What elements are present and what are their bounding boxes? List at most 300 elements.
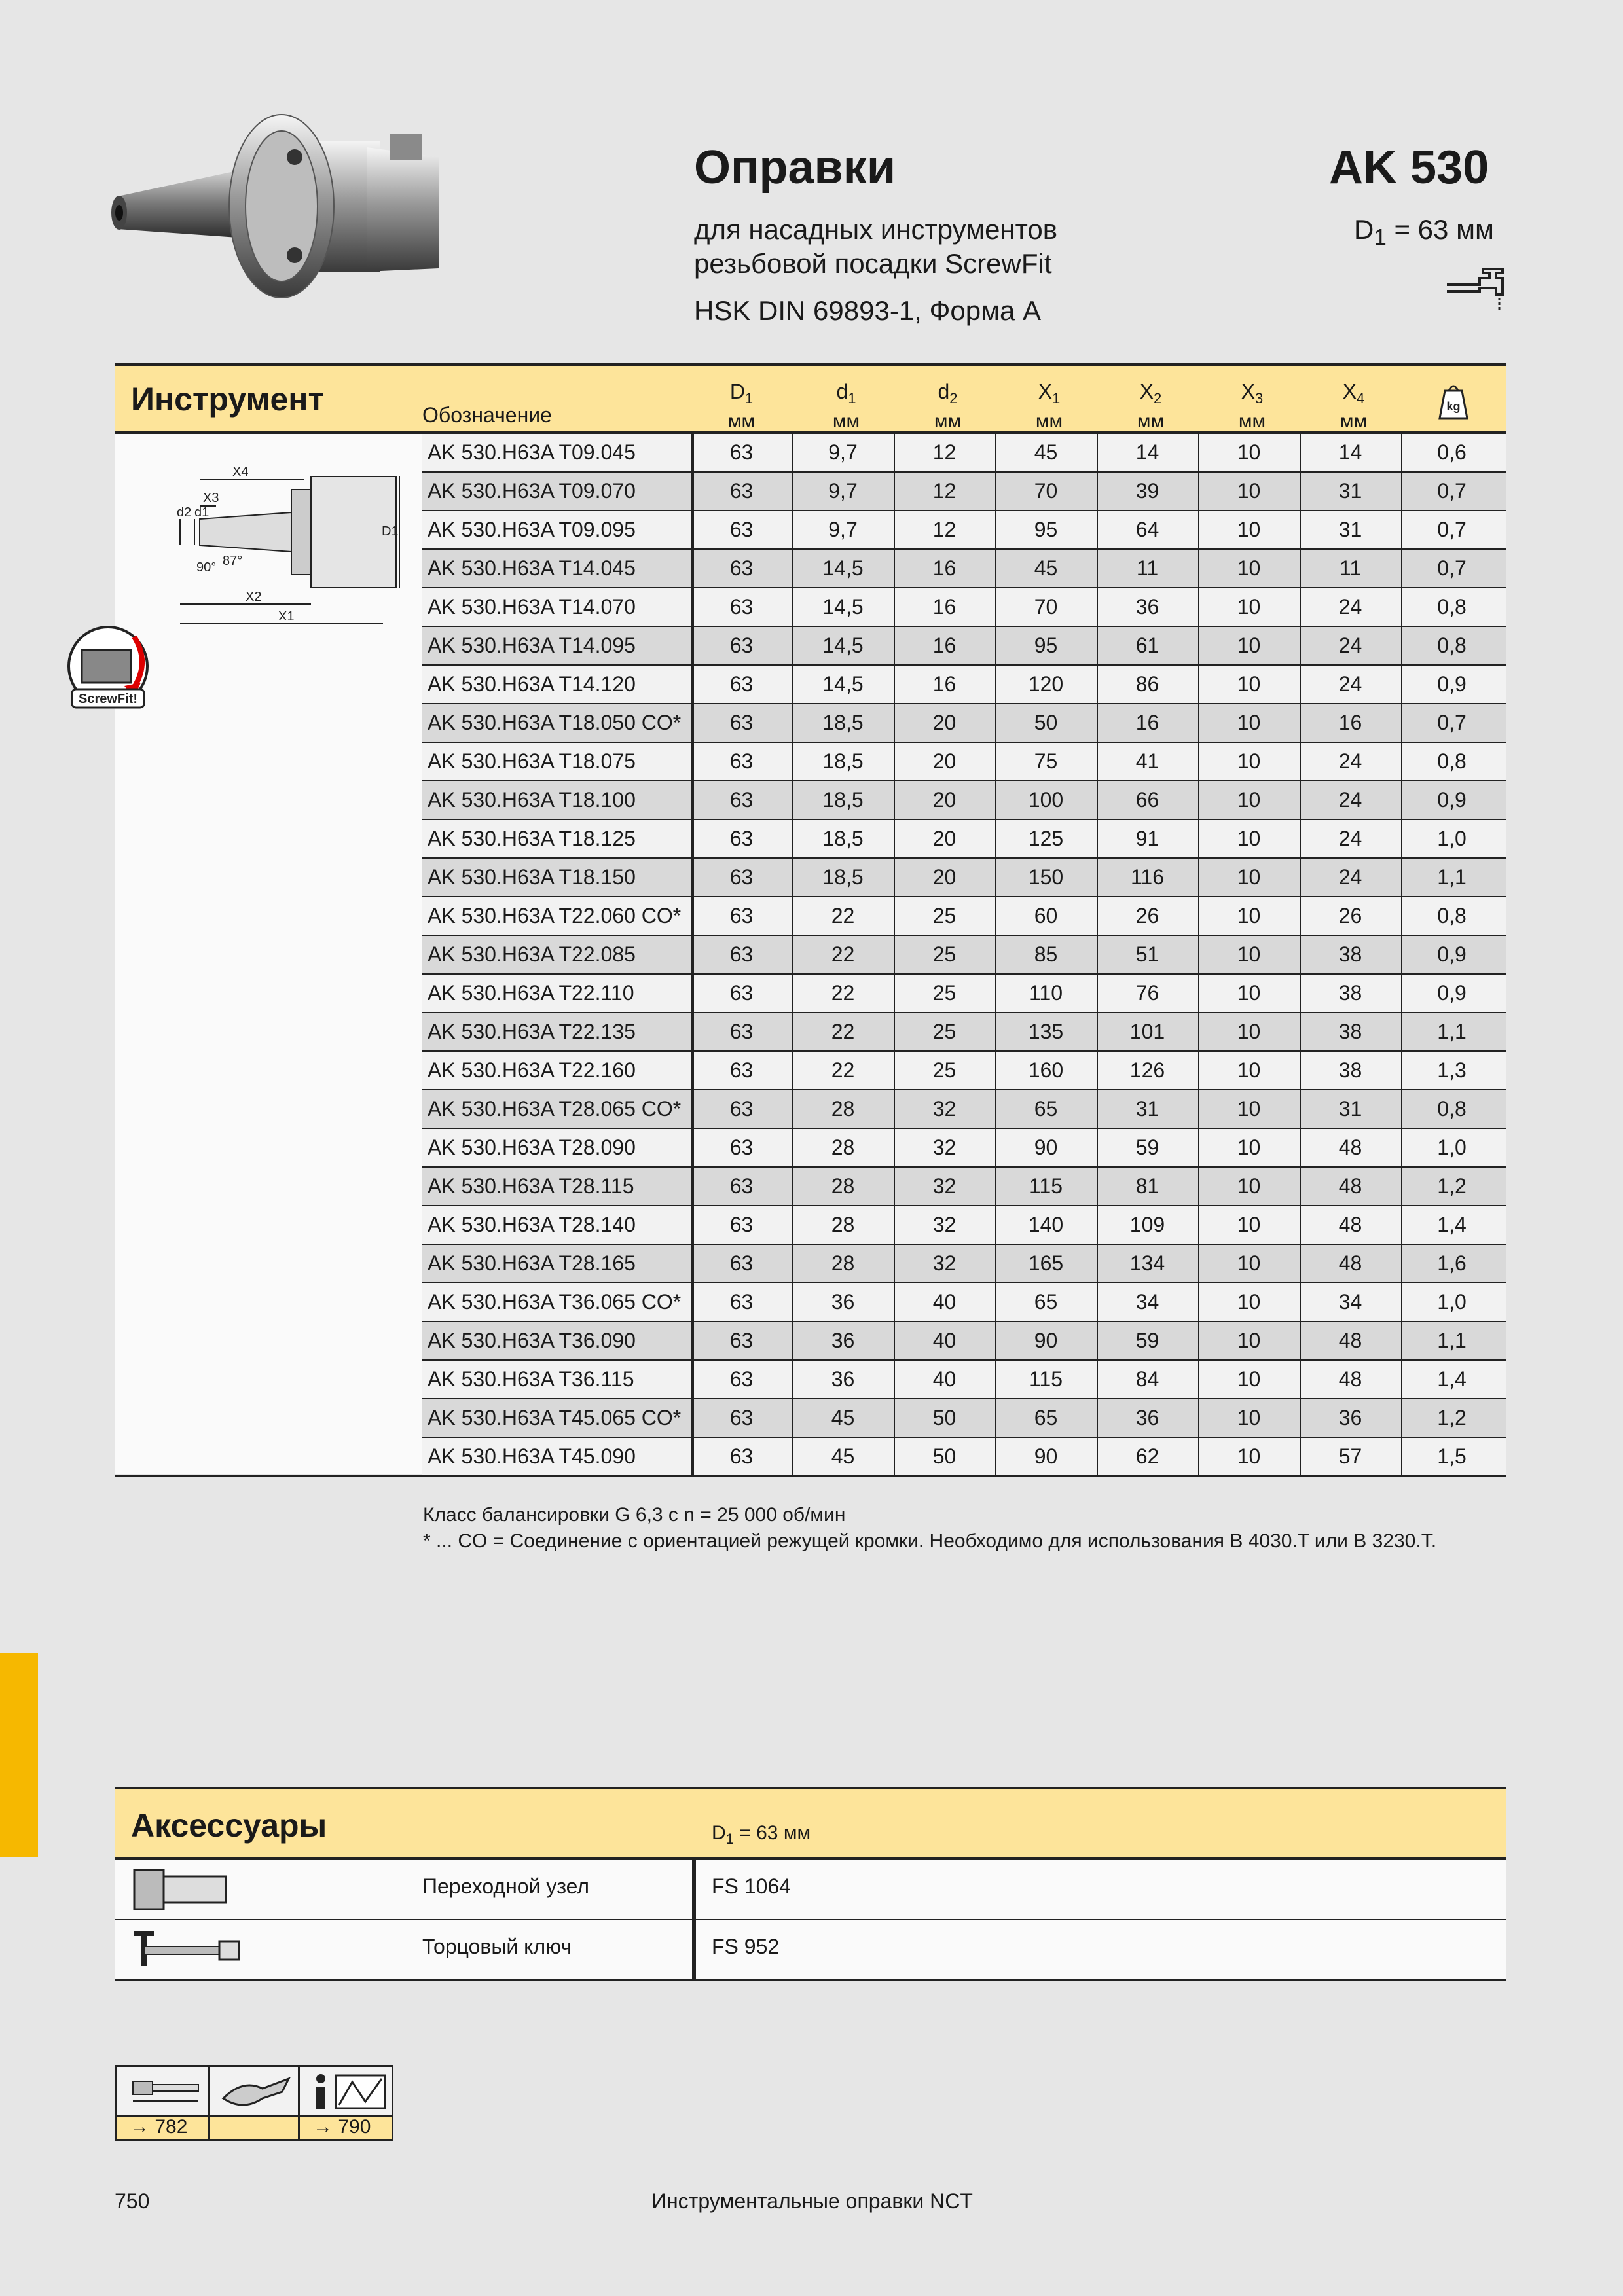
value-cell: 45 xyxy=(831,1406,855,1429)
column-symbol: X xyxy=(1038,380,1053,403)
designation-cell: AK 530.H63A T28.165 xyxy=(428,1251,636,1275)
value-cell: 63 xyxy=(729,788,754,812)
column-header xyxy=(897,378,998,435)
designation-cell: AK 530.H63A T18.075 xyxy=(428,749,636,773)
value-cell: 63 xyxy=(729,1097,754,1121)
value-cell: 24 xyxy=(1338,749,1362,773)
value-cell: 38 xyxy=(1338,942,1362,966)
value-cell: 1,0 xyxy=(1437,1136,1467,1159)
value-cell: 1,5 xyxy=(1437,1444,1467,1468)
screwfit-label: ScrewFit! xyxy=(78,692,138,706)
value-cell: 1,0 xyxy=(1437,827,1467,850)
value-cell: 134 xyxy=(1129,1251,1165,1275)
value-cell: 116 xyxy=(1130,865,1164,889)
value-cell: 38 xyxy=(1338,981,1362,1005)
designation-cell: AK 530.H63A T28.090 xyxy=(428,1136,636,1159)
value-cell: 14 xyxy=(1135,440,1159,464)
value-cell: 25 xyxy=(932,942,957,966)
value-cell: 28 xyxy=(831,1174,855,1198)
value-cell: 48 xyxy=(1338,1136,1362,1159)
cross-reference-boxes xyxy=(115,2065,393,2141)
xref-box-info[interactable] xyxy=(298,2065,393,2141)
value-cell: 63 xyxy=(729,595,754,619)
value-cell: 0,7 xyxy=(1437,479,1467,503)
value-cell: 0,7 xyxy=(1437,518,1467,541)
acc-d1-value: = 63 мм xyxy=(733,1822,811,1844)
value-cell: 1,2 xyxy=(1437,1406,1467,1429)
value-cell: 16 xyxy=(1135,711,1159,734)
label-x2: X2 xyxy=(246,590,262,604)
column-sub: 1 xyxy=(848,390,856,406)
table-header xyxy=(115,363,1506,434)
column-sub: 1 xyxy=(744,390,754,406)
value-cell: 28 xyxy=(831,1251,855,1275)
value-cell: 11 xyxy=(1339,556,1362,580)
value-cell: 63 xyxy=(729,1367,754,1391)
value-cell: 10 xyxy=(1237,865,1261,889)
designation-cell: AK 530.H63A T28.115 xyxy=(428,1174,634,1198)
page-title: Оправки xyxy=(694,141,896,194)
table-row xyxy=(422,1283,1506,1322)
value-cell: 1,4 xyxy=(1437,1367,1467,1391)
value-cell: 10 xyxy=(1237,1213,1261,1236)
accessory-label: Торцовый ключ xyxy=(422,1935,572,1958)
xref-box-tools[interactable] xyxy=(208,2065,300,2141)
screwfit-logo xyxy=(56,624,154,715)
value-cell: 125 xyxy=(1028,827,1064,850)
value-cell: 59 xyxy=(1135,1329,1159,1352)
designation-cell: AK 530.H63A T14.095 xyxy=(428,634,636,657)
value-cell: 24 xyxy=(1338,788,1362,812)
value-cell: 63 xyxy=(729,1444,754,1468)
table-row xyxy=(422,1206,1506,1245)
value-cell: 24 xyxy=(1338,865,1362,889)
table-row xyxy=(422,473,1506,511)
table-row xyxy=(422,434,1506,473)
value-cell: 0,6 xyxy=(1437,440,1467,464)
value-cell: 31 xyxy=(1338,1097,1362,1121)
label-x1: X1 xyxy=(278,609,295,624)
value-cell: 10 xyxy=(1237,518,1261,541)
value-cell: 10 xyxy=(1237,595,1261,619)
value-cell: 38 xyxy=(1338,1020,1362,1043)
value-cell: 10 xyxy=(1237,1367,1261,1391)
value-cell: 63 xyxy=(729,1174,754,1198)
table-row xyxy=(422,666,1506,704)
value-cell: 18,5 xyxy=(822,711,864,734)
acc-d1-symbol: D xyxy=(712,1822,726,1844)
subtitle-line-2: резьбовой посадки ScrewFit xyxy=(694,248,1052,279)
table-row xyxy=(422,781,1506,820)
xref-page-782[interactable]: → 782 xyxy=(117,2115,208,2139)
value-cell: 36 xyxy=(831,1367,855,1391)
designation-cell: AK 530.H63A T18.050 CO* xyxy=(428,711,682,734)
value-cell: 0,9 xyxy=(1437,788,1467,812)
value-cell: 65 xyxy=(1034,1290,1058,1314)
column-sub: 2 xyxy=(949,390,958,406)
value-cell: 65 xyxy=(1034,1406,1058,1429)
value-cell: 10 xyxy=(1237,1406,1261,1429)
table-row xyxy=(422,1399,1506,1438)
column-divider xyxy=(1097,434,1098,1477)
column-unit: мм xyxy=(1340,410,1368,432)
value-cell: 51 xyxy=(1135,942,1159,966)
value-cell: 110 xyxy=(1029,981,1063,1005)
value-cell: 36 xyxy=(1338,1406,1362,1429)
value-cell: 10 xyxy=(1237,479,1261,503)
column-divider xyxy=(995,434,996,1477)
xref-box-screw[interactable] xyxy=(115,2065,210,2141)
adapter-icon xyxy=(128,1867,232,1912)
value-cell: 0,9 xyxy=(1437,672,1467,696)
value-cell: 48 xyxy=(1338,1174,1362,1198)
value-cell: 26 xyxy=(1338,904,1362,927)
value-cell: 25 xyxy=(932,1020,957,1043)
value-cell: 10 xyxy=(1237,711,1261,734)
value-cell: 10 xyxy=(1237,1097,1261,1121)
value-cell: 91 xyxy=(1135,827,1159,850)
value-cell: 1,0 xyxy=(1437,1290,1467,1314)
coolant-icon xyxy=(1444,259,1509,312)
value-cell: 70 xyxy=(1034,595,1058,619)
designation-cell: AK 530.H63A T22.085 xyxy=(428,942,636,966)
value-cell: 10 xyxy=(1237,981,1261,1005)
table-row xyxy=(422,511,1506,550)
designation-cell: AK 530.H63A T09.095 xyxy=(428,518,636,541)
column-divider xyxy=(1300,434,1301,1477)
value-cell: 20 xyxy=(932,749,957,773)
d1-symbol: D xyxy=(1354,214,1374,245)
product-code: AK 530 xyxy=(1329,141,1489,194)
value-cell: 75 xyxy=(1034,749,1058,773)
designation-cell: AK 530.H63A T28.065 CO* xyxy=(428,1097,682,1121)
weight-icon xyxy=(1431,379,1476,425)
value-cell: 45 xyxy=(831,1444,855,1468)
accessory-row xyxy=(115,1860,1506,1920)
value-cell: 24 xyxy=(1338,634,1362,657)
table-row xyxy=(422,936,1506,975)
value-cell: 26 xyxy=(1135,904,1159,927)
designation-cell: AK 530.H63A T09.045 xyxy=(428,440,636,464)
value-cell: 10 xyxy=(1237,672,1261,696)
value-cell: 63 xyxy=(729,942,754,966)
value-cell: 10 xyxy=(1237,788,1261,812)
subtitle-line-1: для насадных инструментов xyxy=(694,214,1058,245)
value-cell: 28 xyxy=(831,1136,855,1159)
value-cell: 126 xyxy=(1129,1058,1165,1082)
value-cell: 25 xyxy=(932,904,957,927)
value-cell: 16 xyxy=(932,595,957,619)
value-cell: 63 xyxy=(729,518,754,541)
designation-cell: AK 530.H63A T18.100 xyxy=(428,788,636,812)
value-cell: 22 xyxy=(831,981,855,1005)
value-cell: 62 xyxy=(1135,1444,1159,1468)
label-x3: X3 xyxy=(203,491,219,505)
value-cell: 140 xyxy=(1028,1213,1064,1236)
xref-page-790[interactable]: → 790 xyxy=(300,2115,392,2139)
value-cell: 10 xyxy=(1237,440,1261,464)
tool-dimension-drawing xyxy=(147,454,409,630)
value-cell: 84 xyxy=(1135,1367,1159,1391)
accessories-d1-spec xyxy=(712,1822,811,1848)
d1-sub: 1 xyxy=(1374,224,1387,251)
value-cell: 63 xyxy=(729,827,754,850)
column-header xyxy=(998,378,1100,435)
designation-cell: AK 530.H63A T28.140 xyxy=(428,1213,636,1236)
value-cell: 0,7 xyxy=(1437,556,1467,580)
hand-tool-icon xyxy=(217,2072,295,2111)
table-row xyxy=(422,627,1506,666)
value-cell: 48 xyxy=(1338,1329,1362,1352)
table-row xyxy=(422,743,1506,781)
value-cell: 10 xyxy=(1237,1174,1261,1198)
value-cell: 63 xyxy=(729,711,754,734)
label-angle-90: 90° xyxy=(196,560,217,575)
value-cell: 10 xyxy=(1237,942,1261,966)
weight-icon-label: kg xyxy=(1446,400,1461,413)
column-symbol: X xyxy=(1139,380,1154,403)
column-unit: мм xyxy=(727,410,756,432)
value-cell: 63 xyxy=(729,672,754,696)
value-cell: 115 xyxy=(1029,1367,1063,1391)
value-cell: 18,5 xyxy=(822,827,864,850)
value-cell: 63 xyxy=(729,440,754,464)
designation-header: Обозначение xyxy=(422,403,552,427)
table-row xyxy=(422,1438,1506,1477)
accessory-value: FS 1064 xyxy=(712,1874,791,1898)
value-cell: 11 xyxy=(1136,556,1159,580)
section-tab xyxy=(0,1653,38,1857)
value-cell: 109 xyxy=(1129,1213,1165,1236)
column-symbol: d xyxy=(836,380,848,403)
page-number: 750 xyxy=(115,2189,150,2213)
value-cell: 40 xyxy=(932,1329,957,1352)
value-cell: 10 xyxy=(1237,634,1261,657)
table-row xyxy=(422,704,1506,743)
designation-cell: AK 530.H63A T22.060 CO* xyxy=(428,904,682,927)
value-cell: 38 xyxy=(1338,1058,1362,1082)
designation-cell: AK 530.H63A T14.070 xyxy=(428,595,636,619)
value-cell: 64 xyxy=(1135,518,1159,541)
value-cell: 60 xyxy=(1034,904,1058,927)
value-cell: 10 xyxy=(1237,827,1261,850)
column-sub: 2 xyxy=(1154,390,1162,406)
label-angle-87: 87° xyxy=(223,554,243,568)
value-cell: 100 xyxy=(1028,788,1064,812)
column-symbol: D xyxy=(729,380,745,403)
column-header xyxy=(1100,378,1201,435)
value-cell: 18,5 xyxy=(822,788,864,812)
value-cell: 34 xyxy=(1338,1290,1362,1314)
accessories-table xyxy=(115,1787,1506,1983)
value-cell: 32 xyxy=(932,1251,957,1275)
value-cell: 20 xyxy=(932,788,957,812)
value-cell: 1,1 xyxy=(1437,1020,1467,1043)
table-row xyxy=(422,1090,1506,1129)
value-cell: 63 xyxy=(729,1290,754,1314)
value-cell: 63 xyxy=(729,1020,754,1043)
value-cell: 36 xyxy=(831,1329,855,1352)
table-row xyxy=(422,1129,1506,1168)
designation-cell: AK 530.H63A T36.115 xyxy=(428,1367,634,1391)
xref-blank xyxy=(210,2115,298,2139)
value-cell: 10 xyxy=(1237,1058,1261,1082)
designation-cell: AK 530.H63A T36.090 xyxy=(428,1329,636,1352)
designation-cell: AK 530.H63A T36.065 CO* xyxy=(428,1290,682,1314)
value-cell: 36 xyxy=(831,1290,855,1314)
value-cell: 1,4 xyxy=(1437,1213,1467,1236)
value-cell: 165 xyxy=(1028,1251,1064,1275)
value-cell: 10 xyxy=(1237,556,1261,580)
d1-spec xyxy=(1354,214,1494,251)
subtitle-line-3: HSK DIN 69893-1, Форма A xyxy=(694,295,1042,326)
value-cell: 1,6 xyxy=(1437,1251,1467,1275)
accessories-header xyxy=(115,1787,1506,1860)
designation-cell: AK 530.H63A T18.125 xyxy=(428,827,636,850)
designation-cell: AK 530.H63A T22.160 xyxy=(428,1058,636,1082)
value-cell: 16 xyxy=(1338,711,1362,734)
value-cell: 14,5 xyxy=(822,595,864,619)
value-cell: 18,5 xyxy=(822,865,864,889)
column-header xyxy=(1303,378,1404,435)
value-cell: 50 xyxy=(1034,711,1058,734)
table-row xyxy=(422,1361,1506,1399)
value-cell: 10 xyxy=(1237,1444,1261,1468)
value-cell: 101 xyxy=(1129,1020,1165,1043)
value-cell: 90 xyxy=(1034,1329,1058,1352)
diagram-area xyxy=(78,434,422,1474)
designation-cell: AK 530.H63A T22.110 xyxy=(428,981,634,1005)
designation-cell: AK 530.H63A T45.065 CO* xyxy=(428,1406,682,1429)
column-divider xyxy=(894,434,895,1477)
value-cell: 160 xyxy=(1028,1058,1064,1082)
column-sub: 4 xyxy=(1357,390,1365,406)
label-d2: d2 xyxy=(177,505,192,520)
table-row xyxy=(422,1168,1506,1206)
value-cell: 63 xyxy=(729,1406,754,1429)
value-cell: 16 xyxy=(932,634,957,657)
value-cell: 9,7 xyxy=(828,440,858,464)
value-cell: 36 xyxy=(1135,595,1159,619)
footer-title: Инструментальные оправки NCT xyxy=(651,2189,973,2213)
value-cell: 115 xyxy=(1029,1174,1063,1198)
value-cell: 63 xyxy=(729,749,754,773)
table-row xyxy=(422,1013,1506,1052)
value-cell: 14 xyxy=(1338,440,1362,464)
column-divider xyxy=(691,434,694,1477)
designation-cell: AK 530.H63A T18.150 xyxy=(428,865,636,889)
value-cell: 50 xyxy=(932,1406,957,1429)
column-unit: мм xyxy=(1137,410,1165,432)
value-cell: 48 xyxy=(1338,1213,1362,1236)
value-cell: 0,8 xyxy=(1437,595,1467,619)
value-cell: 0,9 xyxy=(1437,942,1467,966)
value-cell: 1,1 xyxy=(1437,865,1467,889)
value-cell: 81 xyxy=(1135,1174,1159,1198)
value-cell: 63 xyxy=(729,1329,754,1352)
value-cell: 20 xyxy=(932,865,957,889)
designation-cell: AK 530.H63A T45.090 xyxy=(428,1444,636,1468)
column-sub: 3 xyxy=(1255,390,1264,406)
value-cell: 24 xyxy=(1338,827,1362,850)
value-cell: 39 xyxy=(1135,479,1159,503)
value-cell: 34 xyxy=(1135,1290,1159,1314)
value-cell: 95 xyxy=(1034,634,1058,657)
value-cell: 59 xyxy=(1135,1136,1159,1159)
column-symbol: d xyxy=(938,380,950,403)
value-cell: 31 xyxy=(1135,1097,1159,1121)
accessory-value: FS 952 xyxy=(712,1935,780,1958)
value-cell: 63 xyxy=(729,634,754,657)
table-bottom-rule xyxy=(115,1475,1506,1477)
value-cell: 10 xyxy=(1237,749,1261,773)
value-cell: 41 xyxy=(1135,749,1159,773)
label-x4: X4 xyxy=(232,465,249,479)
value-cell: 14,5 xyxy=(822,556,864,580)
table-row xyxy=(422,975,1506,1013)
acc-d1-sub: 1 xyxy=(725,1831,734,1847)
info-icon xyxy=(306,2072,388,2111)
value-cell: 31 xyxy=(1338,479,1362,503)
table-row xyxy=(422,820,1506,859)
value-cell: 24 xyxy=(1338,595,1362,619)
screw-icon xyxy=(130,2073,202,2106)
value-cell: 135 xyxy=(1028,1020,1064,1043)
value-cell: 63 xyxy=(729,479,754,503)
column-header xyxy=(795,378,897,435)
d1-value: = 63 мм xyxy=(1386,214,1494,245)
accessory-label: Переходной узел xyxy=(422,1874,590,1898)
value-cell: 65 xyxy=(1034,1097,1058,1121)
value-cell: 16 xyxy=(932,556,957,580)
designation-cell: AK 530.H63A T14.120 xyxy=(428,672,636,696)
accessory-divider xyxy=(692,1860,696,1981)
value-cell: 32 xyxy=(932,1213,957,1236)
column-divider xyxy=(1198,434,1199,1477)
value-cell: 28 xyxy=(831,1213,855,1236)
value-cell: 10 xyxy=(1237,1251,1261,1275)
value-cell: 63 xyxy=(729,1136,754,1159)
value-cell: 0,8 xyxy=(1437,749,1467,773)
value-cell: 9,7 xyxy=(828,518,858,541)
value-cell: 36 xyxy=(1135,1406,1159,1429)
column-symbol: X xyxy=(1342,380,1357,403)
accessory-row xyxy=(115,1920,1506,1981)
value-cell: 12 xyxy=(932,479,957,503)
value-cell: 66 xyxy=(1135,788,1159,812)
column-unit: мм xyxy=(832,410,860,432)
value-cell: 120 xyxy=(1028,672,1064,696)
value-cell: 0,8 xyxy=(1437,634,1467,657)
value-cell: 63 xyxy=(729,865,754,889)
value-cell: 85 xyxy=(1034,942,1058,966)
value-cell: 22 xyxy=(831,1020,855,1043)
note-co: * ... CO = Соединение с ориентацией режущей кромки. Необходимо для использования B 4030.T или B 3230.T. xyxy=(423,1530,1437,1552)
column-symbol: X xyxy=(1241,380,1256,403)
value-cell: 16 xyxy=(932,672,957,696)
value-cell: 150 xyxy=(1028,865,1064,889)
value-cell: 22 xyxy=(831,942,855,966)
value-cell: 32 xyxy=(932,1136,957,1159)
value-cell: 14,5 xyxy=(822,634,864,657)
label-D1: D1 xyxy=(382,524,399,539)
label-d1: d1 xyxy=(194,505,210,520)
value-cell: 22 xyxy=(831,1058,855,1082)
value-cell: 0,9 xyxy=(1437,981,1467,1005)
value-cell: 24 xyxy=(1338,672,1362,696)
value-cell: 22 xyxy=(831,904,855,927)
value-cell: 95 xyxy=(1034,518,1058,541)
